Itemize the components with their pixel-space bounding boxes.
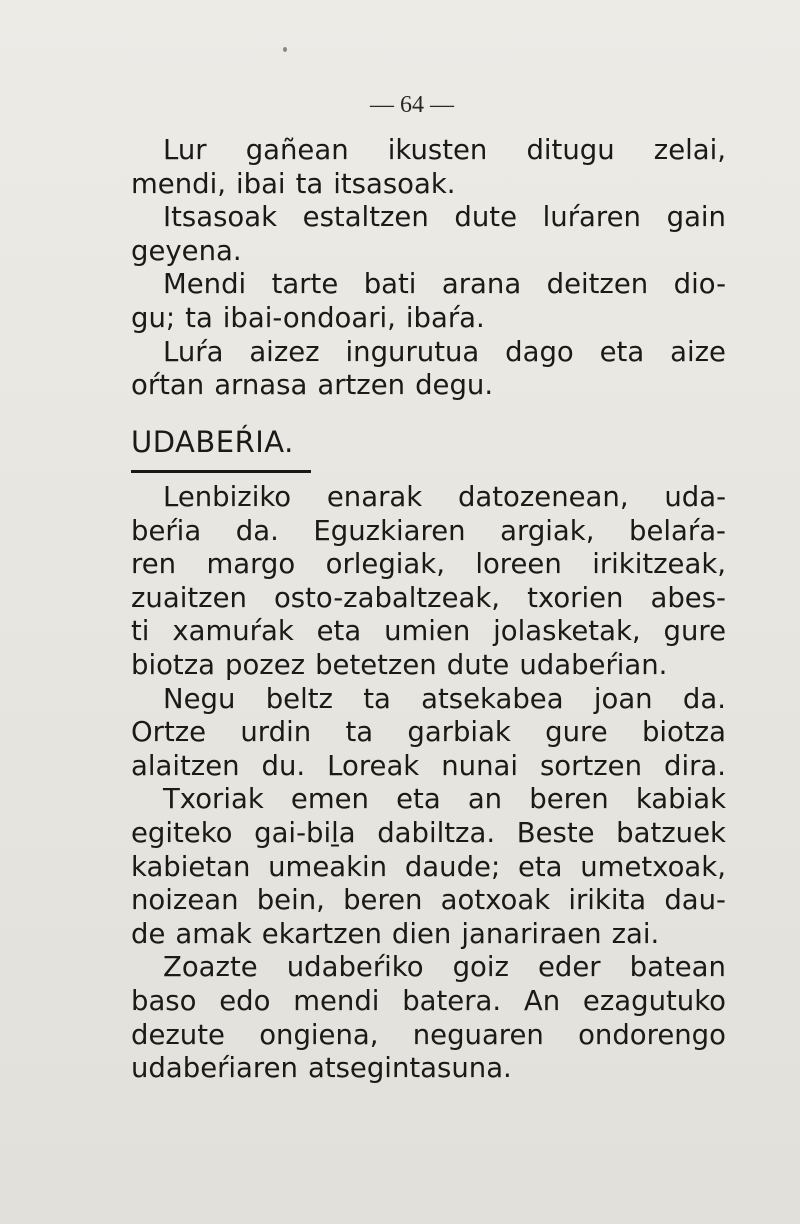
word: beren xyxy=(343,884,423,917)
word: de xyxy=(131,917,166,950)
text-line xyxy=(131,582,726,616)
word: Txoriak xyxy=(163,783,264,816)
word: bein, xyxy=(256,884,325,917)
word: dezute xyxy=(131,1018,225,1051)
word: aize xyxy=(670,335,726,368)
text-line xyxy=(131,548,726,582)
word: kabiak xyxy=(635,783,726,816)
word: ingurutua xyxy=(345,335,480,368)
text-line xyxy=(131,201,726,235)
word: ongiena, xyxy=(259,1018,379,1051)
word: degu. xyxy=(415,369,494,402)
word: da. xyxy=(682,682,726,715)
word: umien xyxy=(384,615,471,648)
word: eta xyxy=(599,335,645,368)
word: gañean xyxy=(245,134,349,166)
word: aotxoak xyxy=(440,884,551,917)
word: ta xyxy=(295,167,324,200)
word: luŕaren xyxy=(542,201,641,234)
word: da. xyxy=(235,514,279,547)
word: gure xyxy=(545,716,608,749)
word: nunai xyxy=(441,749,518,782)
word: artzen xyxy=(317,369,406,402)
text-line xyxy=(131,884,726,918)
word: ikusten xyxy=(387,134,488,166)
word: mendi, xyxy=(131,167,226,200)
word: dien xyxy=(391,917,452,950)
word: Ortze xyxy=(131,716,207,749)
word: ondorengo xyxy=(578,1018,726,1051)
word: umetxoak, xyxy=(580,850,726,883)
word: ditugu xyxy=(526,134,615,166)
word: margo xyxy=(206,548,296,581)
word: argiak, xyxy=(500,514,595,547)
word: loreen xyxy=(475,548,562,581)
text-line xyxy=(131,817,726,851)
word: eta xyxy=(396,783,441,816)
word: Eguzkiaren xyxy=(313,514,466,547)
word: ibai xyxy=(235,167,286,200)
word: dago xyxy=(505,335,574,368)
word: batean xyxy=(629,951,726,984)
word: ta xyxy=(345,716,374,749)
word: Itsasoak xyxy=(163,201,278,234)
word: gai-biḻa xyxy=(254,816,356,849)
text-line xyxy=(131,985,726,1019)
word: dabiltza. xyxy=(377,816,496,849)
word: daude; xyxy=(404,850,501,883)
word: betetzen xyxy=(315,648,437,681)
word: zai. xyxy=(611,917,660,950)
page-number: — 64 — xyxy=(370,92,454,118)
word: ezagutuko xyxy=(582,984,726,1017)
paper-speck xyxy=(283,47,287,52)
word: aizez xyxy=(249,335,320,368)
word: eta xyxy=(517,850,563,883)
word: ibai-ondoari, xyxy=(222,301,396,334)
text-line xyxy=(131,369,726,403)
word: egiteko xyxy=(131,816,233,849)
word: goiz xyxy=(452,951,509,984)
word: ekartzen xyxy=(261,917,382,950)
word: bati xyxy=(363,268,417,301)
text-line xyxy=(131,1052,726,1086)
word: abes- xyxy=(650,581,726,614)
text-line xyxy=(131,951,726,985)
word: zelai, xyxy=(653,134,726,166)
word: batzuek xyxy=(616,816,726,849)
word: dio- xyxy=(673,268,726,301)
word: biotza xyxy=(131,648,215,681)
word: baso xyxy=(131,984,197,1017)
paragraph-section-2 xyxy=(131,481,726,1086)
text-line xyxy=(131,716,726,750)
text-line xyxy=(131,235,726,269)
text-line xyxy=(131,918,726,952)
word: tarte xyxy=(271,268,339,301)
word: janariraen xyxy=(461,917,602,950)
word: atsegintasuna. xyxy=(307,1052,512,1085)
word: neguaren xyxy=(412,1018,544,1051)
word: dute xyxy=(446,648,510,681)
word: beren xyxy=(529,783,609,816)
word: umeakin xyxy=(268,850,388,883)
word: udabeŕiaren xyxy=(131,1052,298,1085)
word: txorien xyxy=(527,581,624,614)
word: eta xyxy=(316,615,362,648)
word: Loreak xyxy=(327,749,420,782)
word: xamuŕak xyxy=(172,615,294,648)
word: uda- xyxy=(664,481,726,513)
word: dau- xyxy=(664,884,726,917)
text-line xyxy=(131,336,726,370)
word: arana xyxy=(441,268,522,301)
word: An xyxy=(523,984,561,1017)
word: urdin xyxy=(240,716,312,749)
word: alaitzen xyxy=(131,749,240,782)
text-line xyxy=(131,615,726,649)
word: beŕia xyxy=(131,514,202,547)
word: amak xyxy=(175,917,252,950)
word: eder xyxy=(538,951,601,984)
text-line xyxy=(131,134,726,168)
word: zuaitzen xyxy=(131,581,247,614)
word: du. xyxy=(261,749,306,782)
text-line xyxy=(131,1019,726,1053)
word: oŕtan xyxy=(131,369,205,402)
word: Lur xyxy=(163,134,207,166)
word: orlegiak, xyxy=(325,548,445,581)
word: edo xyxy=(219,984,271,1017)
text-line xyxy=(131,268,726,302)
word: batera. xyxy=(402,984,502,1017)
heading-underline xyxy=(131,470,311,473)
word: Lenbiziko xyxy=(163,481,292,513)
word: gu; xyxy=(131,301,176,334)
word: garbiak xyxy=(407,716,511,749)
word: Beste xyxy=(516,816,595,849)
section-heading: UDABEŔIA. xyxy=(131,425,294,459)
text-line xyxy=(131,302,726,336)
word: estaltzen xyxy=(302,201,429,234)
word: noizean xyxy=(131,884,239,917)
paragraph-section-1 xyxy=(131,134,726,403)
word: an xyxy=(467,783,503,816)
word: irikitzeak, xyxy=(592,548,726,581)
word: beltz xyxy=(265,682,333,715)
word: dute xyxy=(454,201,518,234)
word: geyena. xyxy=(131,234,242,267)
word: udabeŕian. xyxy=(519,648,668,681)
text-line xyxy=(131,515,726,549)
word: itsasoak. xyxy=(333,167,456,200)
word: pozez xyxy=(225,648,306,681)
word: ren xyxy=(131,548,177,581)
word: mendi xyxy=(293,984,380,1017)
word: kabietan xyxy=(131,850,251,883)
word: sortzen xyxy=(539,749,643,782)
word: dira. xyxy=(664,749,726,782)
word: Negu xyxy=(163,682,236,715)
word: joan xyxy=(593,682,653,715)
text-line xyxy=(131,750,726,784)
text-line xyxy=(131,683,726,717)
word: gain xyxy=(666,201,726,234)
word: deitzen xyxy=(546,268,649,301)
word: ibaŕa. xyxy=(405,301,485,334)
word: osto-zabaltzeak, xyxy=(273,581,501,614)
word: gure xyxy=(663,615,726,648)
text-line xyxy=(131,649,726,683)
word: Zoazte xyxy=(163,951,258,984)
word: biotza xyxy=(641,716,726,749)
word: Luŕa xyxy=(163,335,224,368)
word: Mendi xyxy=(163,268,247,301)
word: atsekabea xyxy=(421,682,564,715)
word: emen xyxy=(290,783,369,816)
text-line xyxy=(131,168,726,202)
word: datozenean, xyxy=(457,481,629,513)
word: ti xyxy=(131,615,150,648)
word: enarak xyxy=(326,481,423,513)
word: arnasa xyxy=(214,369,308,402)
word: irikita xyxy=(568,884,647,917)
text-line xyxy=(131,783,726,817)
text-line xyxy=(131,851,726,885)
word: udabeŕiko xyxy=(286,951,424,984)
word: ta xyxy=(185,301,213,334)
word: ta xyxy=(363,682,391,715)
text-line xyxy=(131,481,726,515)
word: jolasketak, xyxy=(493,615,641,648)
word: belaŕa- xyxy=(629,514,726,547)
